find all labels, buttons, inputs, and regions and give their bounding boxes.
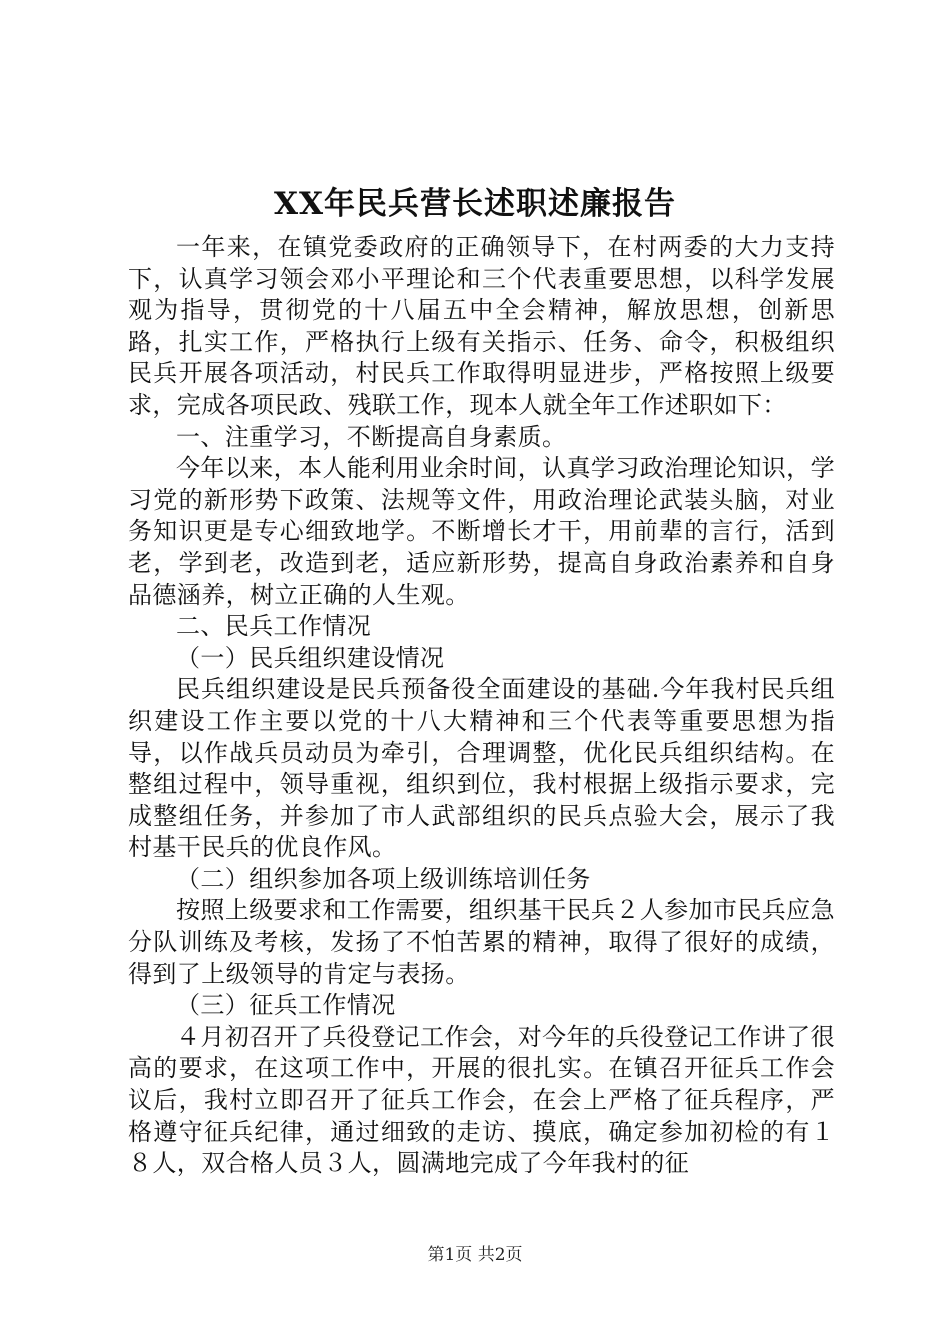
page-number: 第1页 共2页 xyxy=(427,1245,523,1265)
conscription-paragraph: ４月初召开了兵役登记工作会，对今年的兵役登记工作讲了很高的要求，在这项工作中，开展的很扎实。在镇召开征兵工作会议后，我村立即召开了征兵工作会，在会上严格了征兵程序，严格遵守征兵纪律，通过细致的走访、摸底，确定参加初检的有１８人，双合格人员３人，圆满地完成了今年我村的征 xyxy=(128,1022,835,1178)
organization-paragraph: 民兵组织建设是民兵预备役全面建设的基础.今年我村民兵组织建设工作主要以党的十八大精神和三个代表等重要思想为指导，以作战兵员动员为牵引，合理调整，优化民兵组织结构。在整组过程中，领导重视，组织到位，我村根据上级指示要求，完成整组任务，并参加了市人武部组织的民兵点验大会，展示了我村基干民兵的优良作风。 xyxy=(128,675,835,862)
study-paragraph: 今年以来，本人能利用业余时间，认真学习政治理论知识，学习党的新形势下政策、法规等文件，用政治理论武装头脑，对业务知识更是专心细致地学。不断增长才干，用前辈的言行，活到老，学到老，改造到老，适应新形势，提高自身政治素养和自身品德涵养，树立正确的人生观。 xyxy=(128,454,835,609)
training-paragraph: 按照上级要求和工作需要，组织基干民兵２人参加市民兵应急分队训练及考核，发扬了不怕苦累的精神，取得了很好的成绩，得到了上级领导的肯定与表扬。 xyxy=(128,896,835,988)
intro-paragraph: 一年来，在镇党委政府的正确领导下，在村两委的大力支持下，认真学习领会邓小平理论和三个代表重要思想，以科学发展观为指导，贯彻党的十八届五中全会精神，解放思想，创新思路，扎实工作，严格执行上级有关指示、任务、命令，积极组织民兵开展各项活动，村民兵工作取得明显进步，严格按照上级要求，完成各项民政、残联工作，现本人就全年工作述职如下： xyxy=(128,233,835,419)
document-title: XX年民兵营长述职述廉报告 xyxy=(273,186,677,222)
subheading-organization: （一）民兵组织建设情况 xyxy=(176,643,445,672)
section-heading-study: 一、注重学习，不断提高自身素质。 xyxy=(176,422,567,451)
section-heading-militia: 二、民兵工作情况 xyxy=(176,612,372,641)
subheading-training: （二）组织参加各项上级训练培训任务 xyxy=(176,864,591,893)
subheading-conscription: （三）征兵工作情况 xyxy=(176,991,396,1020)
document-body xyxy=(128,232,835,1180)
